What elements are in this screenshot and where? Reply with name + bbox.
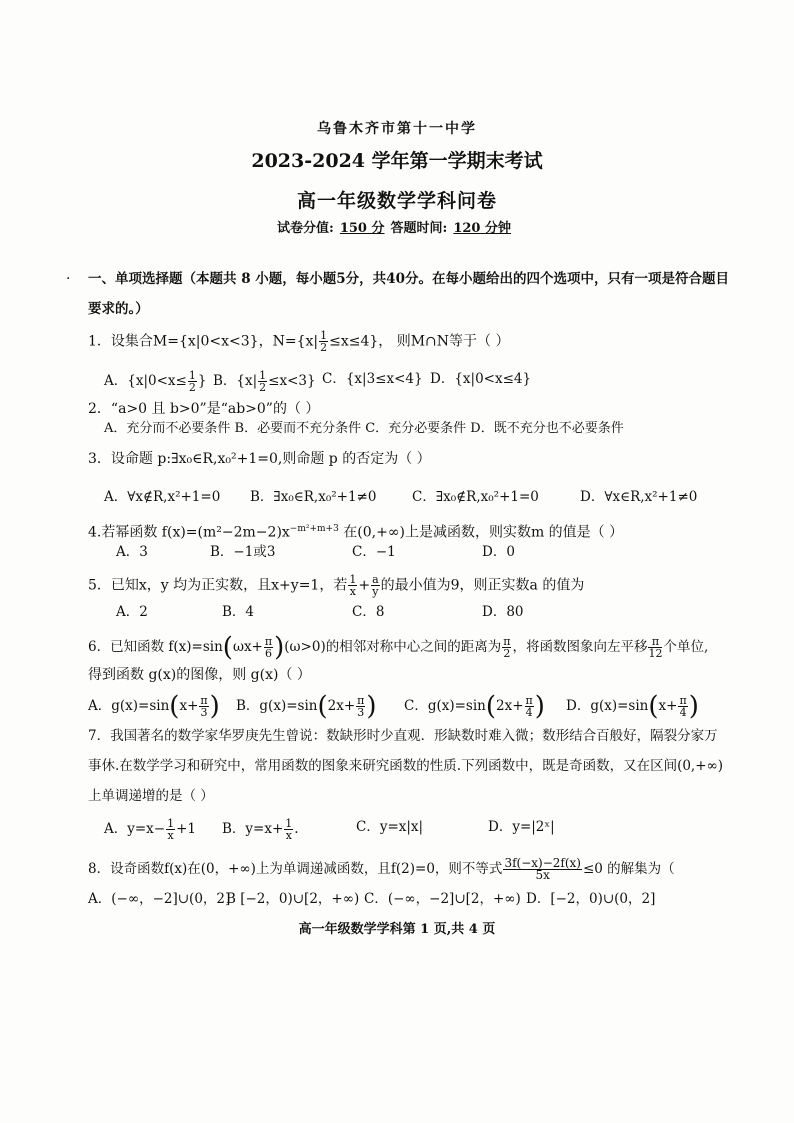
fraction: $\frac{\pi}{4}$ xyxy=(525,694,533,719)
question-8-option-c: C．(−∞，−2]∪[2，+∞) xyxy=(364,891,521,907)
fraction: $\frac{\pi}{4}$ xyxy=(679,694,687,719)
time-label: 答题时间: xyxy=(390,221,448,236)
fraction: $\frac{1}{x}$ xyxy=(285,817,293,842)
margin-dot: · xyxy=(66,271,71,287)
question-5-option-a: A．2 xyxy=(116,604,148,620)
fraction: $\frac{1}{2}$ xyxy=(259,369,267,394)
exam-term-title: 2023-2024 学年第一学期末考试 xyxy=(251,150,543,172)
question-3-stem: 3．设命题 p:∃x₀∈R,x₀²+1=0,则命题 p 的否定为（ ） xyxy=(88,451,431,467)
question-3-option-c: C．∃x₀∉R,x₀²+1=0 xyxy=(412,489,539,505)
question-1-option-c: C．{x|3≤x<4} xyxy=(322,371,423,387)
fraction: $\frac{\pi}{3}$ xyxy=(200,694,208,719)
question-2-options: A．充分而不必要条件 B．必要而不充分条件 C．充分必要条件 D．既不充分也不必要条件 xyxy=(104,421,624,436)
question-8-option-d: D．[−2，0)∪(0，2] xyxy=(526,891,656,907)
question-1-option-d: D．{x|0<x≤4} xyxy=(430,371,532,387)
score-label: 试卷分值: xyxy=(277,221,334,236)
question-5-option-d: D．80 xyxy=(482,604,524,620)
question-6-line2: 得到函数 g(x)的图像，则 g(x)（ ） xyxy=(88,667,311,683)
fraction: $\frac{1}{x}$ xyxy=(349,573,357,598)
question-5-option-b: B．4 xyxy=(222,604,255,620)
question-6-stem: 6．已知函数 f(x)=sin(ωx+ $\frac{\pi}{6}$ )(ω>0)的相邻对称中心之间的距离为 $\frac{\pi}{2}$ ，将函数图象向左平移 $\frac{\pi}{12}$ 个单位, xyxy=(88,632,709,663)
question-7-option-c: C．y=x|x| xyxy=(356,819,424,835)
fraction: $\frac{\pi}{2}$ xyxy=(503,635,511,660)
question-7-line3: 上单调递增的是（ ） xyxy=(88,788,214,804)
question-8-stem: 8．设奇函数f(x)在(0，+∞)上为单调递减函数，且f(2)=0，则不等式 $\frac{3f(-x)-2f(x)}{5x}$ ≤0 的解集为（ xyxy=(88,856,675,882)
question-4-option-d: D．0 xyxy=(482,544,515,560)
question-6-option-a: A．g(x)=sin(x+ $\frac{\pi}{3}$ ) xyxy=(88,691,220,722)
question-1-stem: 1．设集合M={x|0<x<3}，N={x| $\frac{1}{2}$ ≤x≤4}， 则M∩N等于（ ） xyxy=(88,329,510,354)
fraction: $\frac{a}{y}$ xyxy=(372,573,379,598)
fraction: $\frac{1}{x}$ xyxy=(167,817,175,842)
question-7-option-d: D．y=|2ˣ| xyxy=(488,819,555,835)
question-3-option-b: B．∃x₀∈R,x₀²+1≠0 xyxy=(250,489,377,505)
question-3-option-a: A．∀x∉R,x²+1=0 xyxy=(104,489,221,505)
exam-subject-title: 高一年级数学学科问卷 xyxy=(296,190,497,212)
school-name: 乌鲁木齐市第十一中学 xyxy=(317,121,477,137)
question-3-option-d: D．∀x∈R,x²+1≠0 xyxy=(580,489,698,505)
question-6-option-c: C．g(x)=sin(2x+ $\frac{\pi}{4}$ ) xyxy=(404,691,545,722)
question-7-option-b: B．y=x+ $\frac{1}{x}$ . xyxy=(222,817,299,842)
fraction: $\frac{\pi}{3}$ xyxy=(357,694,365,719)
fraction: $\frac{\pi}{6}$ xyxy=(264,635,273,660)
fraction: $\frac{\pi}{12}$ xyxy=(648,635,663,660)
score-value: 150 分 xyxy=(339,221,385,236)
fraction: $\frac{1}{2}$ xyxy=(188,369,196,394)
question-2-stem: 2．“a>0 且 b>0”是“ab>0”的（ ） xyxy=(88,401,320,417)
question-4-option-c: C．−1 xyxy=(352,544,396,560)
question-4-stem: 4.若幂函数 $f(x)=(m^2-2m-2)x^{-m^2+m+3}$ 在(0,+∞)上是减函数，则实数m 的值是（ ） xyxy=(88,524,624,541)
score-time-line xyxy=(0,217,794,236)
question-1-option-b: B．{x| $\frac{1}{2}$ ≤x<3} xyxy=(213,369,316,394)
question-4-option-a: A．3 xyxy=(116,544,148,560)
question-4-option-b: B．−1或3 xyxy=(210,544,276,560)
time-value: 120 分钟 xyxy=(453,221,511,236)
question-7-line1: 7．我国著名的数学家华罗庚先生曾说：数缺形时少直观．形缺数时难入微；数形结合百般好，隔裂分家万 xyxy=(88,728,718,744)
question-6-option-b: B．g(x)=sin(2x+ $\frac{\pi}{3}$ ) xyxy=(236,691,377,722)
section-title-line1: 一、单项选择题（本题共 8 小题，每小题5分，共40分。在每小题给出的四个选项中，只有一项是符合题目 xyxy=(88,271,729,287)
question-6-option-d: D．g(x)=sin(x+ $\frac{\pi}{4}$ ) xyxy=(566,691,699,722)
page-footer: 高一年级数学学科第 1 页,共 4 页 xyxy=(298,922,496,937)
question-1-option-a: A．{x|0<x≤ $\frac{1}{2}$ } xyxy=(104,369,207,394)
question-5-stem: 5．已知x，y 均为正实数，且x+y=1，若 $\frac{1}{x}$ + $\frac{a}{y}$ 的最小值为9，则正实数a 的值为 xyxy=(88,573,585,598)
question-8-option-a: A．(−∞，−2]∪(0，2] xyxy=(88,891,231,907)
question-5-option-c: C．8 xyxy=(352,604,385,620)
question-7-line2: 事休.在数学学习和研究中，常用函数的图象来研究函数的性质.下列函数中，既是奇函数，又在区间(0,+∞) xyxy=(88,758,724,774)
question-7-option-a: A．y=x− $\frac{1}{x}$ +1 xyxy=(104,817,197,842)
fraction: $\frac{3f(-x)-2f(x)}{5x}$ xyxy=(504,856,581,882)
question-8-option-b: B [−2，0)∪[2，+∞) xyxy=(226,891,360,907)
fraction: $\frac{1}{2}$ xyxy=(320,329,328,354)
section-title-line2: 要求的。） xyxy=(88,301,149,317)
